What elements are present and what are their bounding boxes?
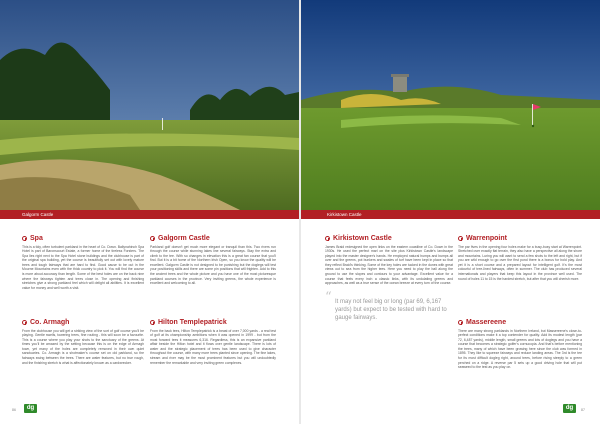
article-massereene [458,318,582,370]
magazine-logo-left: dg [24,404,37,413]
article-heading [458,234,582,243]
flag-icon [22,320,27,325]
article-title: Kirkistown Castle [333,235,392,242]
article-body: The par fives in the opening four holes make for a busy-busy start at Warrenpoint. Stretched over exactly flat terrain, they also have a perspective all along the shore and mountains. Luring you will want to send a few shots to the left and right, but if you are wild enough to go over the first pond there is a bonus for bold play. And yet it is a short course and a prepared layout for intelligent golf. It's the most colourful of tree-lined fairways, often in summer. The club has produced several internationals and players that keep this layout in the province well used. The round of holes 11 to 15 is the hardest stretch, but after that you will cherish more. [458,244,582,281]
article-hilton-templepatrick [150,318,276,365]
page-number-left: 86 [12,408,16,412]
article-kirkistown-castle [325,234,453,286]
article-spa [22,234,144,290]
article-body: This is a tidy, often turbulent parkland in the heart of Co. Down. Ballynahinch Spa Hotel is part of Baronscourt Estate, a former home of the tireless Forsters. The Spa lies right next to the Spa Hotel stone buildings and the clubhouse is part of the original spa building, yet the course is beautifully set out with lovely mature trees and tough fairways that are hard to find. Good cause to be out in the Mourne Mountains even with the thick country to pick it. You will find the course is more about accuracy than length. Some of the best holes are on the back nine where the fairways tighten and trees close in. The opening and finishing stretches give a strong parkland feel which will delight all abilities. It is excellent value for money and well worth a visit. [22,244,144,290]
article-heading [150,318,276,327]
article-title: Warrenpoint [466,235,507,242]
article-title: Galgorm Castle [158,235,210,242]
article-heading [22,234,144,243]
article-co-armagh [22,318,144,365]
pull-quote [325,290,453,322]
article-title: Spa [30,235,43,242]
article-title: Hilton Templepatrick [158,319,227,326]
article-title: Co. Armagh [30,319,70,326]
kirkistown-castle-photo [301,0,600,210]
article-warrenpoint [458,234,582,281]
photo-caption-left: Galgorm Castle [0,210,299,219]
article-heading [22,318,144,327]
article-heading [325,234,453,243]
article-heading [150,234,276,243]
galgorm-castle-photo [0,0,299,210]
flag-icon [150,236,155,241]
article-body: Parkland golf doesn't get much more elegant or tranquil than this. Two rivers run through the course while stunning lakes line several fairways. Stay the extra and climb to the tee. With so changes in elevation this is a great fan course that you'll find. But it is a bit home of the Northern Irish Open, so you know the quality will be excellent. Galgorm Castle is not designed to be punishing but the doglegs will test your positioning skills and there are some pin positions that will frighten. Add to this the ancient trees and the whole picture and you have one of the most picturesque parkland courses in the province. Very inviting greens, the whole experience is excellent and welcoming to all. [150,244,276,286]
photo-caption-right: Kirkistown Castle [301,210,600,219]
flag-icon [325,236,330,241]
flag-icon [150,320,155,325]
article-body: There are many strong parklands in Northern Ireland, but Massereene's close-to-perfect conditions make it a top contender for quality. Add its modest length (par 72, 6,487 yards), middle length, small greens and lots of doglegs and you have a course that becomes a strategic golfer's cornucopia. And that's before mentioning the trees, many of which have been growing here since the club was formed in 1895. They like to squeeze fairways and reduce landing areas. The 3rd is the tee for its most difficult dogleg right, around trees, before rising steeply to a green perched on a ridge. A reverse par 5 sets up a good driving hole that will put seaweed to the test as you play on. [458,328,582,370]
pull-quote-text: It may not feel big or long (par 69, 6,167 yards) but expect to be tested with hard to gauge fairways. [335,299,447,321]
flag-icon [458,320,463,325]
article-body: From the back tees, Hilton Templepatrick is a beast of over 7,000 yards - a real test of golf at its championship ambitions when it was opened in 1999 - but from the most forward tees it measures 6,316. Regardless, this is an expansive parkland affair beside the Hilton hotel and it flows over gentle landscape. There is lots of water and the strategic placement of trees has been used to give character throughout the course, with many more trees planted since opening. The fine lakes, stream and river may be the most prominent features but you will undoubtedly remember the remarkable and very inviting green complexes. [150,328,276,365]
page-gutter [299,0,301,424]
article-galgorm-castle [150,234,276,286]
article-body: From the clubhouse you will get a striking view of the sort of golf course you'll be playing. Gentle swells, towering trees, fine routing - this will soon be a favourite. This is a course where you play your shots to the sanctuary of the greens. At times you'll be amazed by the setting because this is on the edge of Armagh town, yet many of the holes are completely removed in their own quiet sanctuaries. Co. Armagh is a shotmaker's course set on old parkland, so the fairways swing between the trees. There are water features, but no true rough, and the finishing stretch is what is affectionately known as a cardwrecker. [22,328,144,365]
magazine-logo-right: dg [563,404,576,413]
article-title: Massereene [466,319,507,326]
quote-icon: “ [325,290,332,305]
flag-icon [458,236,463,241]
article-body: James Braid redesigned the open links on the eastern coastline of Co. Down in the 1930s. He used the perfect marl on the site plus Kirkistown Castle's landscape played into the master designer's hands. He employed natural humps and bumps all over and the greens, pot bunkers and swales of turf have been kept in place so that they reflect Braid's thinking. Some of the key holes are tucked in the dunes with great views out to sea from the higher tees. Here you need to play the ball along the ground to use the slopes and contours to your advantage. Excellent value for a course that feels every inch a classic links, with its undulating greens and approaches, as well as a true sense of the ocean breeze at every turn of the course. [325,244,453,286]
page-number-right: 87 [581,408,585,412]
article-heading [458,318,582,327]
flag-icon [22,236,27,241]
